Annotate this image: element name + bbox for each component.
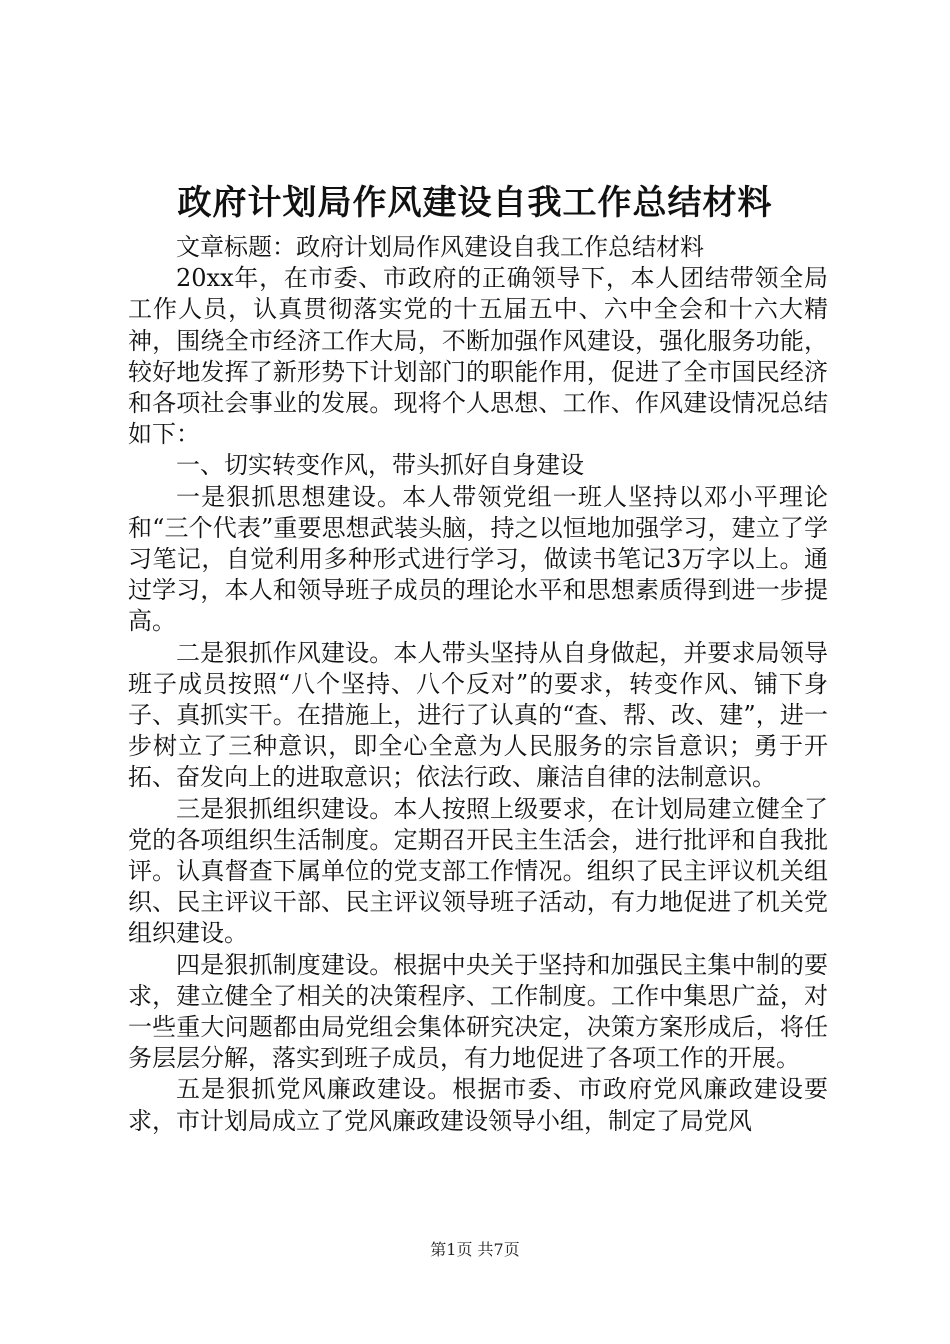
- article-title-line: 文章标题：政府计划局作风建设自我工作总结材料: [176, 233, 704, 261]
- paragraph-organization: 三是狠抓组织建设。本人按照上级要求，在计划局建立健全了党的各项组织生活制度。定期召开民主生活会，进行批评和自我批评。认真督查下属单位的党支部工作情况。组织了民主评议机关组织、民主评议干部、民主评议领导班子活动，有力地促进了机关党组织建设。: [128, 794, 828, 948]
- document-title: 政府计划局作风建设自我工作总结材料: [177, 183, 773, 223]
- paragraph-ideology: 一是狠抓思想建设。本人带领党组一班人坚持以邓小平理论和“三个代表”重要思想武装头脑，持之以恒地加强学习，建立了学习笔记，自觉利用多种形式进行学习，做读书笔记3万字以上。通过学习，本人和领导班子成员的理论水平和思想素质得到进一步提高。: [128, 482, 828, 636]
- section-heading: 一、切实转变作风，带头抓好自身建设: [176, 451, 584, 480]
- paragraph-system: 四是狠抓制度建设。根据中央关于坚持和加强民主集中制的要求，建立健全了相关的决策程序、工作制度。工作中集思广益，对一些重大问题都由局党组会集体研究决定，决策方案形成后，将任务层层分解，落实到班子成员，有力地促进了各项工作的开展。: [128, 950, 828, 1073]
- page-footer: 第1页 共7页: [430, 1240, 520, 1259]
- document-body: [128, 232, 828, 1137]
- paragraph-style: 二是狠抓作风建设。本人带头坚持从自身做起，并要求局领导班子成员按照“八个坚持、八个反对”的要求，转变作风、铺下身子、真抓实干。在措施上，进行了认真的“查、帮、改、建”，进一步树立了三种意识，即全心全意为人民服务的宗旨意识；勇于开拓、奋发向上的进取意识；依法行政、廉洁自律的法制意识。: [128, 638, 828, 792]
- paragraph-integrity: 五是狠抓党风廉政建设。根据市委、市政府党风廉政建设要求，市计划局成立了党风廉政建设领导小组，制定了局党风: [128, 1075, 828, 1135]
- paragraph-intro: 20xx年，在市委、市政府的正确领导下，本人团结带领全局工作人员，认真贯彻落实党的十五届五中、六中全会和十六大精神，围绕全市经济工作大局，不断加强作风建设，强化服务功能，较好地发挥了新形势下计划部门的职能作用，促进了全市国民经济和各项社会事业的发展。现将个人思想、工作、作风建设情况总结如下：: [128, 264, 828, 449]
